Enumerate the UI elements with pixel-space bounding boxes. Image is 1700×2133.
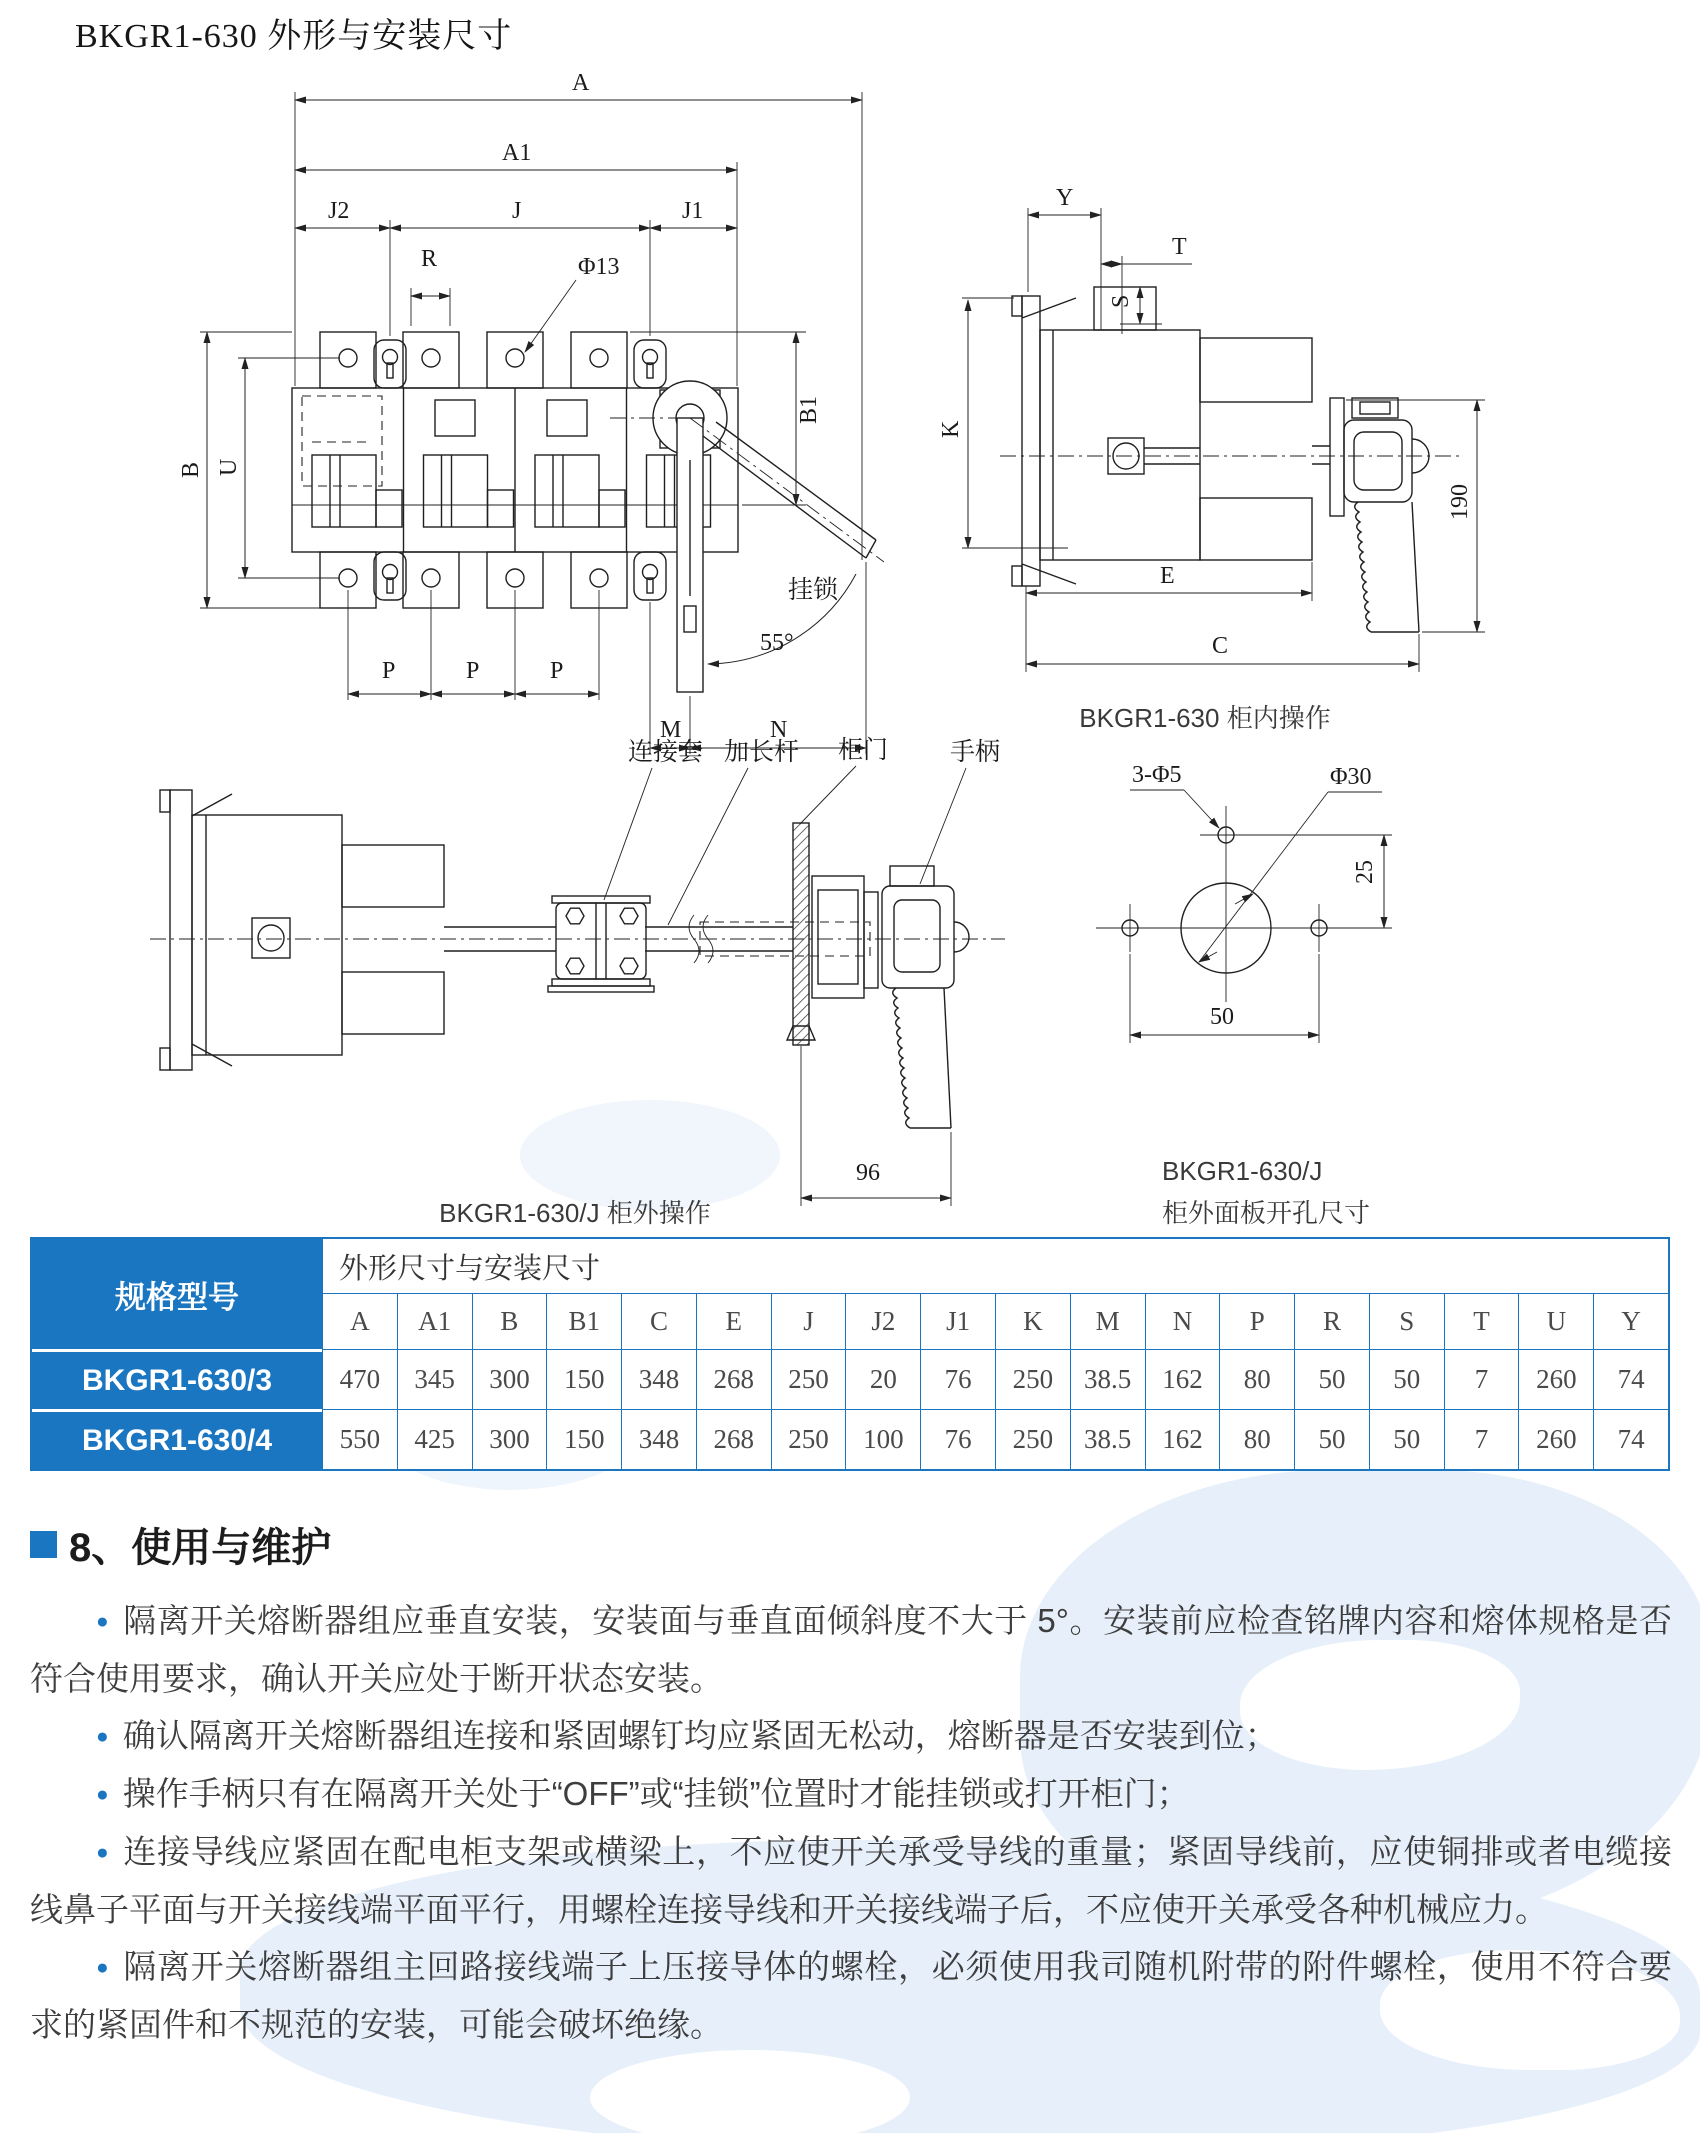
dim-25: 25 (1352, 860, 1378, 884)
value-cell: 50 (1369, 1409, 1444, 1469)
value-cell: 162 (1145, 1349, 1220, 1409)
page-title: BKGR1-630 外形与安装尺寸 (75, 18, 513, 55)
dim-N: N (770, 717, 788, 743)
value-cell: 38.5 (1070, 1349, 1145, 1409)
side-view (938, 185, 1485, 733)
dim-Y: Y (1056, 185, 1074, 211)
dim-phi13: Φ13 (578, 254, 620, 280)
value-cell: 20 (845, 1349, 920, 1409)
dim-190: 190 (1447, 484, 1473, 520)
dim-P: P (382, 658, 396, 684)
value-cell: 7 (1444, 1349, 1519, 1409)
table-col-J1: J1 (920, 1293, 995, 1349)
bullet-dot-icon: ● (96, 1841, 110, 1864)
bullet-dot-icon: ● (96, 1956, 110, 1979)
dim-96: 96 (856, 1160, 880, 1186)
cabinet-door (793, 823, 809, 1045)
value-cell: 38.5 (1070, 1409, 1145, 1469)
value-cell: 80 (1219, 1409, 1294, 1469)
value-cell: 76 (920, 1349, 995, 1409)
value-cell: 76 (920, 1409, 995, 1469)
dims-header: 外形尺寸与安装尺寸 (322, 1239, 1668, 1293)
external-operation-view (150, 736, 1005, 1228)
usage-note-text: 隔离开关熔断器组应垂直安装，安装面与垂直面倾斜度不大于 5°。安装前应检查铭牌内容和熔体规格是否符合使用要求，确认开关应处于断开状态安装。 (30, 1602, 1672, 1697)
dim-E: E (1160, 563, 1175, 589)
value-cell: 74 (1593, 1409, 1668, 1469)
value-cell: 250 (995, 1409, 1070, 1469)
usage-notes (30, 1592, 1672, 2053)
dim-J1: J1 (682, 198, 704, 224)
value-cell: 268 (696, 1349, 771, 1409)
value-cell: 74 (1593, 1349, 1668, 1409)
dim-K: K (938, 420, 964, 438)
dim-R: R (421, 246, 438, 272)
value-cell: 300 (472, 1409, 547, 1469)
table-col-A1: A1 (397, 1293, 472, 1349)
front-view (178, 70, 884, 754)
value-cell: 260 (1518, 1409, 1593, 1469)
dim-P: P (466, 658, 480, 684)
external-handle (882, 866, 969, 1128)
dim-U: U (216, 458, 242, 476)
value-cell: 250 (771, 1409, 846, 1469)
value-cell: 250 (995, 1349, 1070, 1409)
usage-note (30, 1707, 1672, 1765)
label-door: 柜门 (838, 736, 889, 764)
bullet-dot-icon: ● (96, 1783, 109, 1806)
table-col-C: C (621, 1293, 696, 1349)
dim-angle-55: 55° (760, 630, 794, 656)
dimensions-table (30, 1237, 1670, 1471)
table-col-A: A (322, 1293, 397, 1349)
dim-T: T (1172, 234, 1187, 260)
table-col-R: R (1294, 1293, 1369, 1349)
table-col-N: N (1145, 1293, 1220, 1349)
label-phi30: Φ30 (1330, 764, 1372, 790)
label-3-phi5: 3-Φ5 (1132, 762, 1182, 788)
handle-hub (610, 381, 884, 692)
value-cell: 7 (1444, 1409, 1519, 1469)
panel-caption-line2: 柜外面板开孔尺寸 (1162, 1198, 1371, 1228)
value-cell: 250 (771, 1349, 846, 1409)
padlock-label: 挂锁 (788, 576, 839, 604)
value-cell: 150 (546, 1409, 621, 1469)
dim-A: A (572, 70, 590, 96)
dim-J: J (512, 198, 522, 224)
dim-C: C (1212, 633, 1229, 659)
bullet-dot-icon: ● (96, 1725, 109, 1748)
value-cell: 348 (621, 1409, 696, 1469)
label-sleeve: 连接套 (628, 738, 704, 766)
model-cell: BKGR1-630/3 (32, 1349, 322, 1409)
label-rod: 加长杆 (724, 738, 800, 766)
label-handle: 手柄 (950, 738, 1001, 766)
dim-P: P (550, 658, 564, 684)
value-cell: 162 (1145, 1409, 1220, 1469)
side-view-caption: BKGR1-630 柜内操作 (1079, 703, 1331, 733)
usage-note (30, 1592, 1672, 1707)
dim-A1: A1 (502, 140, 532, 166)
external-view-caption: BKGR1-630/J 柜外操作 (439, 1198, 711, 1228)
table-col-B: B (472, 1293, 547, 1349)
usage-note (30, 1938, 1672, 2053)
value-cell: 348 (621, 1349, 696, 1409)
value-cell: 425 (397, 1409, 472, 1469)
value-cell: 50 (1294, 1409, 1369, 1469)
value-cell: 50 (1369, 1349, 1444, 1409)
table-col-Y: Y (1593, 1293, 1668, 1349)
value-cell: 100 (845, 1409, 920, 1469)
section-title (30, 1516, 331, 1573)
table-col-U: U (1518, 1293, 1593, 1349)
model-cell: BKGR1-630/4 (32, 1409, 322, 1469)
value-cell: 470 (322, 1349, 397, 1409)
usage-note-text: 确认隔离开关熔断器组连接和紧固螺钉均应紧固无松动，熔断器是否安装到位； (122, 1717, 1278, 1754)
value-cell: 150 (546, 1349, 621, 1409)
panel-cutout-view (1096, 762, 1392, 1228)
coupling-sleeve (548, 896, 654, 992)
dim-M: M (660, 717, 682, 743)
usage-note-text: 连接导线应紧固在配电柜支架或横梁上，不应使开关承受导线的重量；紧固导线前，应使铜排或者电缆接线鼻子平面与开关接线端平面平行，用螺栓连接导线和开关接线端子后，不应使开关承受各种机械应力。 (30, 1833, 1673, 1928)
usage-note (30, 1765, 1672, 1823)
table-col-S: S (1369, 1293, 1444, 1349)
value-cell: 268 (696, 1409, 771, 1469)
section-bullet-square (30, 1531, 57, 1558)
table-col-J: J (771, 1293, 846, 1349)
value-cell: 80 (1219, 1349, 1294, 1409)
dim-50: 50 (1210, 1004, 1234, 1030)
fuse-modules (302, 396, 711, 527)
table-col-E: E (696, 1293, 771, 1349)
section-title-text: 8、使用与维护 (69, 1526, 332, 1570)
value-cell: 300 (472, 1349, 547, 1409)
bullet-dot-icon: ● (96, 1610, 110, 1633)
value-cell: 50 (1294, 1349, 1369, 1409)
value-cell: 345 (397, 1349, 472, 1409)
spec-model-header: 规格型号 (32, 1239, 322, 1349)
table-col-T: T (1444, 1293, 1519, 1349)
panel-caption-line1: BKGR1-630/J (1162, 1156, 1323, 1186)
mounting-tabs-bottom (320, 552, 666, 608)
usage-note-text: 操作手柄只有在隔离开关处于“OFF”或“挂锁”位置时才能挂锁或打开柜门； (122, 1775, 1190, 1812)
dim-J2: J2 (328, 198, 350, 224)
table-col-K: K (995, 1293, 1070, 1349)
dim-S: S (1108, 294, 1134, 308)
mounting-tabs-top (320, 332, 666, 388)
table-col-P: P (1219, 1293, 1294, 1349)
table-col-B1: B1 (546, 1293, 621, 1349)
table-col-J2: J2 (845, 1293, 920, 1349)
table-col-M: M (1070, 1293, 1145, 1349)
value-cell: 550 (322, 1409, 397, 1469)
dim-B: B (178, 461, 204, 478)
usage-note (30, 1823, 1672, 1938)
value-cell: 260 (1518, 1349, 1593, 1409)
dim-B1: B1 (796, 395, 822, 424)
usage-note-text: 隔离开关熔断器组主回路接线端子上压接导体的螺栓，必须使用我司随机附带的附件螺栓，使用不符合要求的紧固件和不规范的安装，可能会破坏绝缘。 (30, 1948, 1673, 2043)
